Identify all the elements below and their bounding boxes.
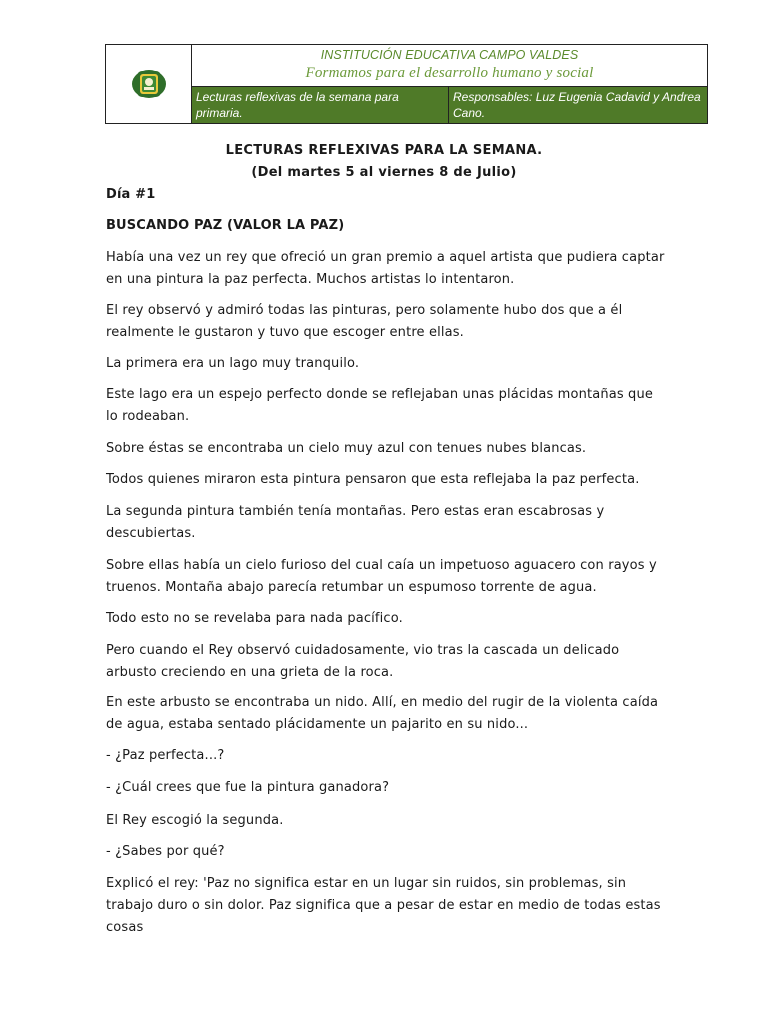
paragraph: - ¿Sabes por qué? — [106, 844, 225, 859]
document-dates: (Del martes 5 al viernes 8 de Julio) — [251, 165, 517, 180]
paragraph: En este arbusto se encontraba un nido. Allí, en medio del rugir de la violenta caída de agua, estaba sentado plácidamente un pajarito en su nido... — [106, 695, 659, 732]
paragraph: Todos quienes miraron esta pintura pensaron que esta reflejaba la paz perfecta. — [106, 472, 640, 487]
logo-cell — [106, 45, 192, 123]
header-responsables: Responsables: Luz Eugenia Cadavid y Andrea Cano. — [449, 87, 707, 123]
paragraph: Explicó el rey: 'Paz no significa estar en un lugar sin ruidos, sin problemas, sin trabajo duro o sin dolor. Paz significa que a pesar de estar en medio de todas estas cosas — [106, 876, 661, 935]
paragraph: Sobre éstas se encontraba un cielo muy azul con tenues nubes blancas. — [106, 441, 587, 456]
school-crest-icon — [129, 65, 169, 103]
paragraph: Todo esto no se revelaba para nada pacífico. — [106, 611, 403, 626]
paragraph: Sobre ellas había un cielo furioso del cual caía un impetuoso aguacero con rayos y truenos. Montaña abajo parecía retumbar un espumoso torrente de agua. — [106, 558, 657, 595]
header-subject: Lecturas reflexivas de la semana para primaria. — [192, 87, 449, 123]
header-title-row — [192, 45, 707, 87]
paragraph: Había una vez un rey que ofreció un gran premio a aquel artista que pudiera captar en una pintura la paz perfecta. Muchos artistas lo intentaron. — [106, 250, 665, 287]
header-text-cell — [192, 45, 707, 123]
paragraph: El rey observó y admiró todas las pinturas, pero solamente hubo dos que a él realmente le gustaron y tuvo que escoger entre ellas. — [106, 303, 623, 340]
institution-slogan: Formamos para el desarrollo humano y social — [305, 65, 594, 81]
paragraph: - ¿Paz perfecta...? — [106, 748, 225, 763]
institution-name: INSTITUCIÓN EDUCATIVA CAMPO VALDES — [320, 48, 579, 62]
day-heading: Día #1 — [106, 187, 156, 202]
header-table — [105, 44, 708, 124]
paragraph: El Rey escogió la segunda. — [106, 813, 284, 828]
paragraph: Este lago era un espejo perfecto donde se reflejaban unas plácidas montañas que lo rodeaban. — [106, 387, 653, 424]
header-info-row — [192, 87, 707, 123]
paragraph: La primera era un lago muy tranquilo. — [106, 356, 360, 371]
paragraph: La segunda pintura también tenía montañas. Pero estas eran escabrosas y descubiertas. — [106, 504, 605, 541]
paragraph: - ¿Cuál crees que fue la pintura ganadora? — [106, 780, 390, 795]
document-title: LECTURAS REFLEXIVAS PARA LA SEMANA. — [225, 143, 543, 158]
paragraph: Pero cuando el Rey observó cuidadosamente, vio tras la cascada un delicado arbusto creciendo en una grieta de la roca. — [106, 643, 620, 680]
story-title: BUSCANDO PAZ (VALOR LA PAZ) — [106, 218, 345, 233]
